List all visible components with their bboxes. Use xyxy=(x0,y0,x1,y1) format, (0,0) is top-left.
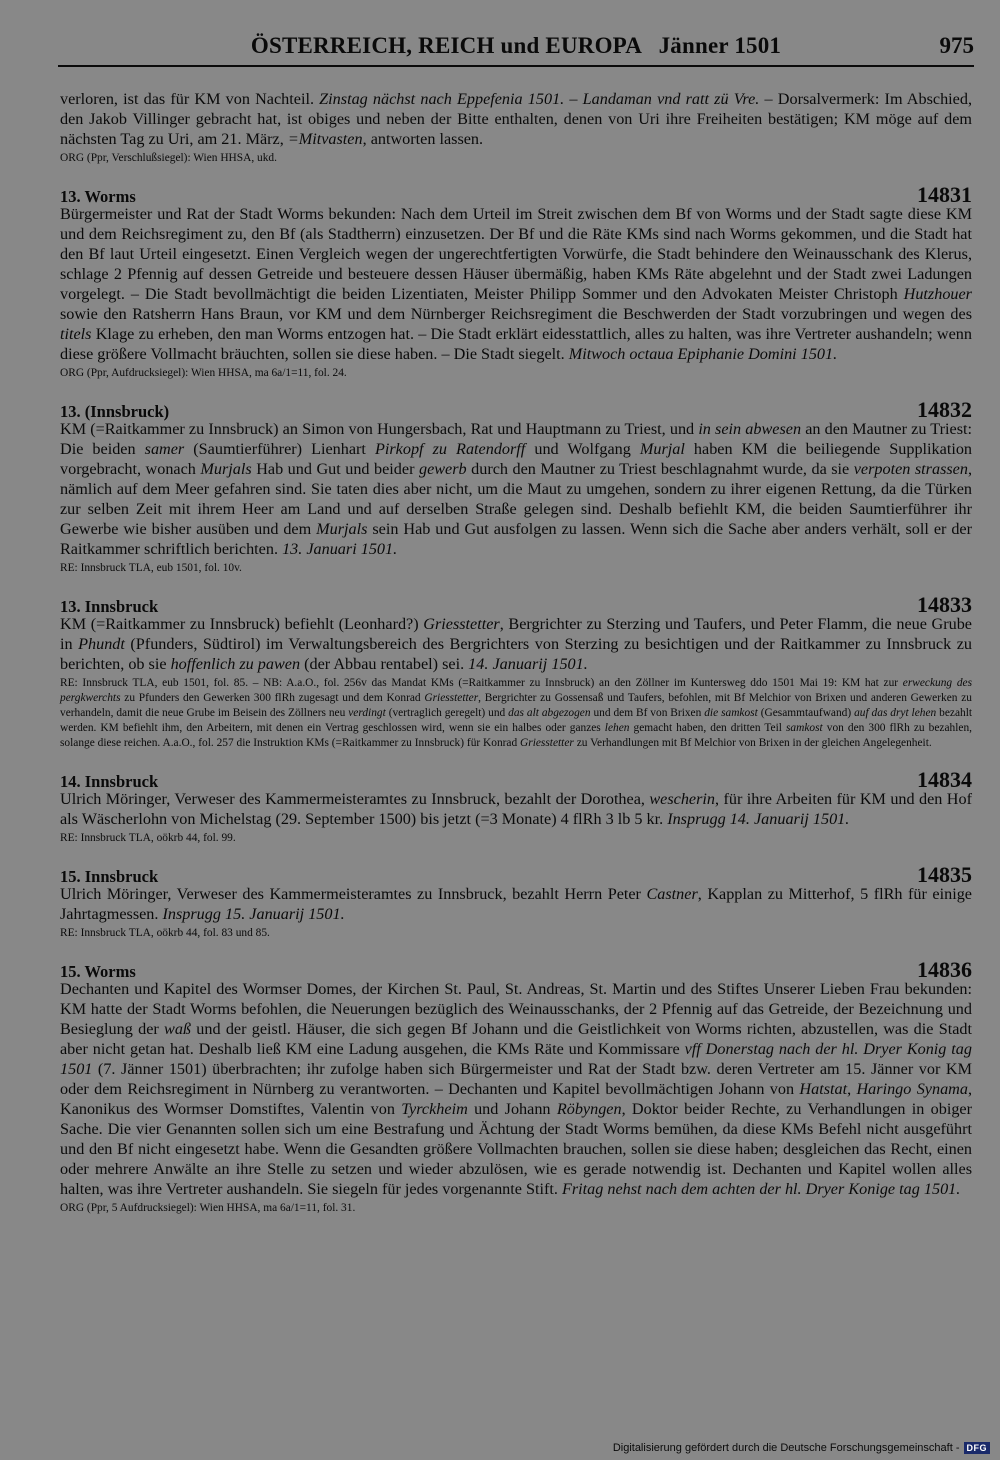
entry-source: RE: Innsbruck TLA, oökrb 44, fol. 83 und 85. xyxy=(60,927,270,939)
entry-date-place: 13. (Innsbruck) xyxy=(60,402,170,421)
entry-text: Bürgermeister und Rat der Stadt Worms bekunden: Nach dem Urteil im Streit zwischen dem Bf von Worms und der Stadt sagte diese KM und dem Reichsregiment zu, den Bf (als Stadtherrn) einzusetzen. Der Bf und die Räte KMs sind nach Worms gekommen, und die Stadt hat den Bf laut Urteil eingesetzt. Einen Vergleich wegen der ungerechtfertigten Vorwürfe, die Stadt behindere den Weinausschank des Klerus, schlage 2 Pfennig auf dessen Getreide und besteuere dessen Häuser übermäßig, haben KMs Räte abgelehnt und der Stadt zwei Ladungen vorgelegt. – Die Stadt bevollmächtigt die beiden Lizentiaten, Meister Philipp Sommer und den Advokaten Meister Christoph Hutzhouer sowie den Ratsherrn Hans Braun, vor KM und dem Nürnberger Reichsregiment die Beschwerden der Stadt vorzubringen und wegen des titels Klage zu erheben, den man Worms entzogen hat. – Die Stadt erklärt eidesstattlich, alles zu halten, was ihre Vertreter aushandeln; wenn diese größere Vollmacht bräuchten, sollen sie diese haben. – Die Stadt siegelt. Mitwoch octaua Epiphanie Domini 1501. xyxy=(60,205,972,363)
page-number: 975 xyxy=(939,33,974,58)
entry-heading xyxy=(60,397,972,422)
entry-note: RE: Innsbruck TLA, eub 1501, fol. 85. – NB: A.a.O., fol. 256v das Mandat KMs (=Raitkammer zu Innsbruck) an den Zöllner im Kuntersweg ddo 1501 Mai 19: KM hat zur erweckung des pergkwerchts zu Pfunders den Gewerken 300 flRh zugesagt und dem Konrad Griesstetter, Bergrichter zu Gossensaß und Taufers, befohlen, mit Bf Melchior von Brixen und anderen Gewerken zu verhandeln, damit die neue Grube im Beisein des Zöllners neu verdingt (vertraglich geregelt) und das alt abgezogen und dem Bf von Brixen die samkost (Gesammtaufwand) auf das dryt lehen bezahlt werden. KM befiehlt ihm, den Arbeitern, mit denen ein Vertrag geschlossen wird, wenn sie ein halbes oder ganzes lehen gemacht haben, den dritten Teil samkost von den 300 flRh zu bezahlen, solange diese reichen. A.a.O., fol. 257 die Instruktion KMs (=Raitkammer zu Innsbruck) für Konrad Griesstetter zu Verhandlungen mit Bf Melchior von Brixen in der gleichen Angelegenheit. xyxy=(60,677,973,749)
document-entry xyxy=(60,767,972,846)
entry-source: RE: Innsbruck TLA, oökrb 44, fol. 99. xyxy=(60,832,236,844)
entry-number: 14833 xyxy=(917,592,972,617)
entry-heading xyxy=(60,767,972,792)
entry-text: Ulrich Möringer, Verweser des Kammermeisteramtes zu Innsbruck, bezahlt der Dorothea, wescherin, für ihre Arbeiten für KM und den Hof als Wäscherlohn von Michelstag (29. September 1500) bis jetzt (=3 Monate) 4 flRh 3 lb 5 kr. Insprugg 14. Januarij 1501. xyxy=(60,790,972,828)
entry-text: KM (=Raitkammer zu Innsbruck) an Simon von Hungersbach, Rat und Hauptmann zu Triest, und in sein abwesen an den Mautner zu Triest: Die beiden samer (Saumtierführer) Lienhart Pirkopf zu Ratendorff und Wolfgang Murjal haben KM die beiliegende Supplikation vorgebracht, wonach Murjals Hab und Gut und beider gewerb durch den Mautner zu Triest beschlagnahmt wurde, da sie verpoten strassen, nämlich auf dem Meer gefahren sind. Sie taten dies aber nicht, um die Maut zu umgehen, sondern zu ihrer eigenen Rettung, da die Türken zur selben Zeit mit ihrem Heer am Land und auf derselben Straße gelegen sind. Deshalb befiehlt KM, die beiden Saumtierführer ihr Gewerbe wie bisher ausüben und dem Murjals sein Hab und Gut ausfolgen zu lassen. Wenn sich die Sache aber anders verhält, soll er der Raitkammer schriftlich berichten. 13. Januari 1501. xyxy=(60,420,973,558)
entry-text: KM (=Raitkammer zu Innsbruck) befiehlt (Leonhard?) Griesstetter, Bergrichter zu Sterzing und Taufers, und Peter Flamm, die neue Grube in Phundt (Pfunders, Südtirol) im Verwaltungsbereich des Bergrichters von Sterzing zu besichtigen und der Raitkammer zu Innsbruck zu berichten, ob sie hoffenlich zu pawen (der Abbau rentabel) sei. 14. Januarij 1501. xyxy=(60,615,972,673)
entry-date-place: 15. Innsbruck xyxy=(60,867,159,886)
intro-paragraph: verloren, ist das für KM von Nachteil. Zinstag nächst nach Eppefenia 1501. – Landaman vnd ratt zü Vre. – Dorsalvermerk: Im Abschied, den Jakob Villinger gebracht hat, ist obiges und neben der Bitte enthalten, denen von Uri ihre Freiheiten bestätigen; KM möge auf dem nächsten Tag zu Uri, am 21. März, =Mitvasten, antworten lassen. xyxy=(60,90,972,148)
entry-date-place: 14. Innsbruck xyxy=(60,772,159,791)
document-entry xyxy=(60,592,972,751)
entry-date-place: 13. Innsbruck xyxy=(60,597,159,616)
running-title: ÖSTERREICH, REICH und EUROPA Jänner 1501 xyxy=(250,33,782,58)
document-entry xyxy=(60,397,972,576)
entry-number: 14832 xyxy=(917,397,972,422)
entry-date-place: 15. Worms xyxy=(60,962,136,981)
entry-source: ORG (Ppr, 5 Aufdrucksiegel): Wien HHSA, ma 6a/1=11, fol. 31. xyxy=(60,1202,356,1214)
document-entry xyxy=(60,957,972,1216)
page-header xyxy=(58,31,974,67)
entry-text: Ulrich Möringer, Verweser des Kammermeisteramtes zu Innsbruck, bezahlt Herrn Peter Castner, Kapplan zu Mitterhof, 5 flRh für einige Jahrtagmessen. Insprugg 15. Januarij 1501. xyxy=(60,885,972,923)
entry-source: ORG (Ppr, Aufdrucksiegel): Wien HHSA, ma 6a/1=11, fol. 24. xyxy=(60,367,347,379)
entry-number: 14836 xyxy=(917,957,972,982)
entry-text: Dechanten und Kapitel des Wormser Domes, der Kirchen St. Paul, St. Andreas, St. Martin und des Stiftes Unserer Lieben Frau bekunden: KM hatte der Stadt Worms befohlen, die Neuerungen bezüglich des Weinausschanks, der 2 Pfennig auf das Getreide, der Bezeichnung und Besieglung der waß und der geistl. Häuser, die sich gegen Bf Johann und die Geistlichkeit von Worms richten, abzustellen, was die Stadt aber nicht getan hat. Deshalb ließ KM eine Ladung ausgehen, die KMs Räte und Kommissare vff Donerstag nach der hl. Dryer Konig tag 1501 (7. Jänner 1501) überbrachten; ihr zufolge haben sich Bürgermeister und Rat der Stadt bzw. deren Vertreter am 15. Jänner vor KM oder dem Reichsregiment in Nürnberg zu verantworten. – Dechanten und Kapitel bevollmächtigen Johann von Hatstat, Haringo Synama, Kanonikus des Wormser Domstiftes, Valentin von Tyrckheim und Johann Röbyngen, Doktor beider Rechte, zu Verhandlungen in obiger Sache. Die vier Genannten sollen sich um eine Bestrafung und Ächtung der Stadt Worms bemühen, da diese KMs Befehl nicht ausgeführt und den Bf nicht eingesetzt habe. Wenn die Gesandten größere Vollmachten brauchen, sollen sie diese haben; desgleichen das Recht, einen oder mehrere Anwälte an ihre Stelle zu setzen und wieder abzulösen, wie es gerade notwendig ist. Dechanten und Kapitel wollen alles halten, was ihre Vertreter aushandeln. Sie siegeln für jedes vorgenannte Stift. Fritag nehst nach dem achten der hl. Dryer Konige tag 1501. xyxy=(60,980,973,1198)
dfg-logo: DFG xyxy=(964,1442,991,1454)
entry-heading xyxy=(60,957,972,982)
footer-credit: Digitalisierung gefördert durch die Deutsche Forschungsgemeinschaft - xyxy=(612,1442,960,1454)
entry-heading xyxy=(60,862,972,887)
entry-date-place: 13. Worms xyxy=(60,187,136,206)
entries-list xyxy=(60,182,972,1216)
page-footer xyxy=(613,1442,990,1454)
page-content xyxy=(60,89,972,1216)
entry-number: 14834 xyxy=(917,767,972,792)
document-entry xyxy=(60,182,972,381)
entry-heading xyxy=(60,182,972,207)
entry-number: 14835 xyxy=(917,862,972,887)
document-entry xyxy=(60,862,972,941)
entry-source: RE: Innsbruck TLA, eub 1501, fol. 10v. xyxy=(60,562,242,574)
intro-source: ORG (Ppr, Verschlußsiegel): Wien HHSA, ukd. xyxy=(60,152,277,164)
entry-heading xyxy=(60,592,972,617)
entry-number: 14831 xyxy=(917,182,972,207)
